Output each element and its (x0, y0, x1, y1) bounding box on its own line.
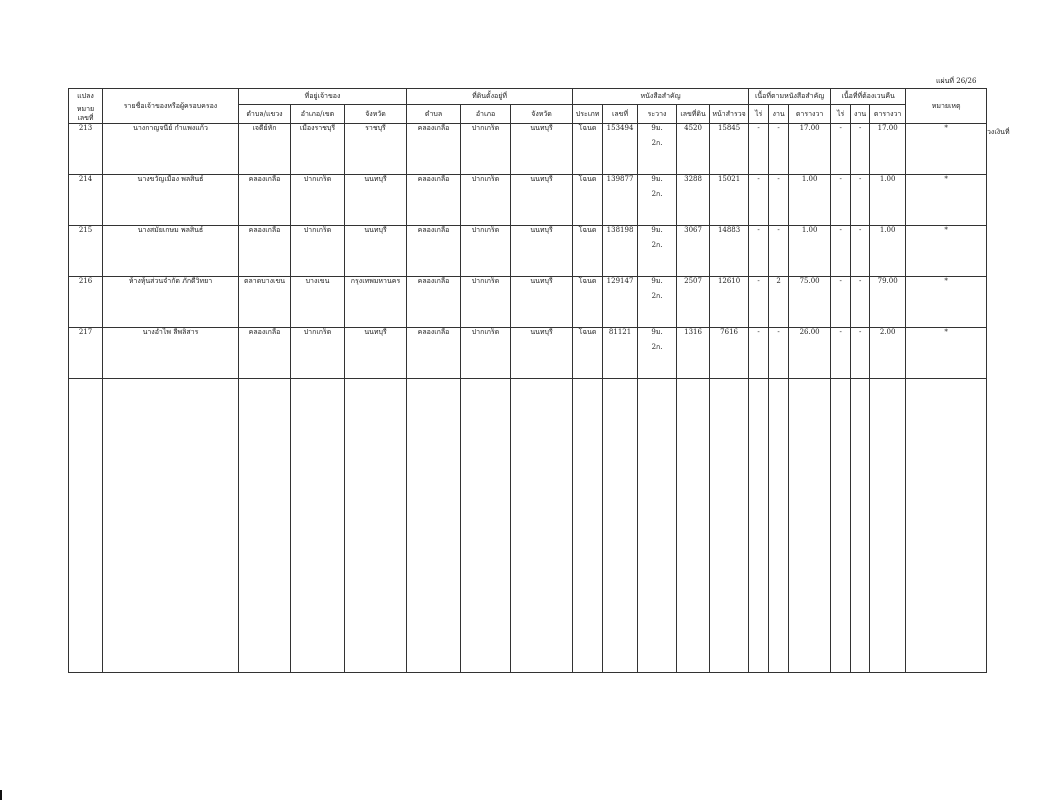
header-deed-group: หนังสือสำคัญ (573, 89, 749, 105)
owner-district: ปากเกร็ด (291, 328, 345, 379)
survey-page: 15021 (710, 175, 749, 226)
deed-number: 138198 (603, 226, 638, 277)
survey-page: 12610 (710, 277, 749, 328)
deed-number: 139877 (603, 175, 638, 226)
owner-district: ปากเกร็ด (291, 175, 345, 226)
empty-cell (906, 379, 987, 673)
land-number: 3288 (677, 175, 710, 226)
expro-ngan: - (851, 175, 870, 226)
location-district: ปากเกร็ด (461, 175, 511, 226)
survey-page: 15845 (710, 124, 749, 175)
header-location-group: ที่ดินตั้งอยู่ที่ (407, 89, 573, 105)
empty-cell (603, 379, 638, 673)
deed-sheet-line2: 2ก. (651, 343, 663, 351)
header-area-ngan: งาน (769, 105, 789, 124)
table-row (69, 226, 987, 277)
owner-name: นางขวัญเมือง พลสินธ์ (103, 175, 239, 226)
deed-number: 129147 (603, 277, 638, 328)
header-deed-sheet: ระวาง (638, 105, 677, 124)
deed-type: โฉนด (573, 328, 603, 379)
location-district: ปากเกร็ด (461, 277, 511, 328)
area-rai: - (749, 226, 769, 277)
empty-filler-row (69, 379, 987, 673)
owner-province: นนทบุรี (345, 328, 407, 379)
expro-wa: 79.00 (870, 277, 906, 328)
owner-subdistrict: ตลาดบางเขน (239, 277, 291, 328)
location-subdistrict: คลองเกลือ (407, 328, 461, 379)
empty-cell (291, 379, 345, 673)
location-province: นนทบุรี (511, 328, 573, 379)
empty-cell (69, 379, 103, 673)
deed-sheet-line1: 9ม. (651, 175, 663, 183)
deed-sheet (638, 175, 677, 226)
owner-subdistrict: คลองเกลือ (239, 328, 291, 379)
location-subdistrict: คลองเกลือ (407, 124, 461, 175)
survey-page: 14883 (710, 226, 749, 277)
expro-ngan: - (851, 226, 870, 277)
header-expro-ngan: งาน (851, 105, 870, 124)
expro-wa: 1.00 (870, 175, 906, 226)
deed-sheet-line2: 2ก. (651, 190, 663, 198)
deed-number: 153494 (603, 124, 638, 175)
header-location-subdistrict: ตำบล (407, 105, 461, 124)
overflow-column-text: วงเงินที่ (987, 128, 1010, 136)
owner-subdistrict: คลองเกลือ (239, 175, 291, 226)
location-province: นนทบุรี (511, 226, 573, 277)
location-subdistrict: คลองเกลือ (407, 277, 461, 328)
scan-edge-mark (0, 790, 2, 800)
area-ngan: - (769, 175, 789, 226)
area-wa: 75.00 (789, 277, 831, 328)
remark: * (906, 277, 987, 328)
header-parcel-sub1: หมาย (76, 104, 95, 113)
header-group-row (69, 89, 987, 105)
empty-cell (461, 379, 511, 673)
deed-sheet-line2: 2ก. (651, 292, 663, 300)
empty-cell (345, 379, 407, 673)
owner-province: กรุงเทพมหานคร (345, 277, 407, 328)
empty-cell (851, 379, 870, 673)
deed-sheet-line1: 9ม. (651, 124, 663, 132)
owner-province: นนทบุรี (345, 226, 407, 277)
owner-province: ราชบุรี (345, 124, 407, 175)
deed-type: โฉนด (573, 277, 603, 328)
area-wa: 1.00 (789, 175, 831, 226)
deed-sheet-line2: 2ก. (651, 241, 663, 249)
empty-cell (769, 379, 789, 673)
parcel-number: 213 (69, 124, 103, 175)
remark: * (906, 328, 987, 379)
remark: * (906, 124, 987, 175)
land-number: 4520 (677, 124, 710, 175)
deed-sheet (638, 328, 677, 379)
deed-number: 81121 (603, 328, 638, 379)
header-address-province: จังหวัด (345, 105, 407, 124)
owner-district: เมืองราชบุรี (291, 124, 345, 175)
header-location-province: จังหวัด (511, 105, 573, 124)
empty-cell (638, 379, 677, 673)
remark: * (906, 175, 987, 226)
owner-subdistrict: คลองเกลือ (239, 226, 291, 277)
expro-ngan: - (851, 277, 870, 328)
header-deed-number: เลขที่ (603, 105, 638, 124)
owner-name: นางกาญจนีย์ กำแพงแก้ว (103, 124, 239, 175)
location-subdistrict: คลองเกลือ (407, 175, 461, 226)
empty-cell (407, 379, 461, 673)
expro-rai: - (831, 226, 851, 277)
header-parcel-sub2: เลขที่ (77, 113, 94, 122)
empty-cell (749, 379, 769, 673)
empty-cell (511, 379, 573, 673)
expro-wa: 17.00 (870, 124, 906, 175)
table-row (69, 175, 987, 226)
empty-cell (710, 379, 749, 673)
owner-district: บางเขน (291, 277, 345, 328)
header-address-district: อำเภอ/เขต (291, 105, 345, 124)
deed-sheet (638, 277, 677, 328)
expro-rai: - (831, 175, 851, 226)
deed-sheet-line1: 9ม. (651, 226, 663, 234)
land-number: 1316 (677, 328, 710, 379)
empty-cell (789, 379, 831, 673)
area-ngan: 2 (769, 277, 789, 328)
parcel-number: 214 (69, 175, 103, 226)
header-deed-type: ประเภท (573, 105, 603, 124)
header-address-group: ที่อยู่เจ้าของ (239, 89, 407, 105)
header-address-subdistrict: ตำบล/แขวง (239, 105, 291, 124)
deed-sheet (638, 226, 677, 277)
expro-wa: 1.00 (870, 226, 906, 277)
location-subdistrict: คลองเกลือ (407, 226, 461, 277)
location-district: ปากเกร็ด (461, 328, 511, 379)
header-remark: หมายเหตุ (906, 89, 987, 124)
area-ngan: - (769, 124, 789, 175)
area-rai: - (749, 124, 769, 175)
owner-name: ห้างหุ้นส่วนจำกัด ภักดีวิทยา (103, 277, 239, 328)
header-expro-wa: ตารางวา (870, 105, 906, 124)
header-parcel-sub (69, 105, 103, 124)
expro-rai: - (831, 277, 851, 328)
deed-sheet-line1: 9ม. (651, 328, 663, 336)
header-parcel: แปลง (69, 89, 103, 105)
empty-cell (870, 379, 906, 673)
location-province: นนทบุรี (511, 124, 573, 175)
deed-sheet (638, 124, 677, 175)
location-district: ปากเกร็ด (461, 124, 511, 175)
parcel-number: 216 (69, 277, 103, 328)
area-ngan: - (769, 328, 789, 379)
table-row (69, 328, 987, 379)
location-district: ปากเกร็ด (461, 226, 511, 277)
owner-province: นนทบุรี (345, 175, 407, 226)
owner-district: ปากเกร็ด (291, 226, 345, 277)
page-number: แผ่นที่ 26/26 (936, 77, 977, 85)
owner-subdistrict: เจดีย์หัก (239, 124, 291, 175)
header-area-rai: ไร่ (749, 105, 769, 124)
header-land-number: เลขที่ดิน (677, 105, 710, 124)
expro-rai: - (831, 328, 851, 379)
area-wa: 26.00 (789, 328, 831, 379)
owner-name: นางสมัยเกษม พลสินธ์ (103, 226, 239, 277)
empty-cell (103, 379, 239, 673)
header-area-group: เนื้อที่ตามหนังสือสำคัญ (749, 89, 831, 105)
deed-sheet-line2: 2ก. (651, 139, 663, 147)
header-area-wa: ตารางวา (789, 105, 831, 124)
location-province: นนทบุรี (511, 277, 573, 328)
area-wa: 1.00 (789, 226, 831, 277)
header-expro-group: เนื้อที่ที่ต้องเวนคืน (831, 89, 906, 105)
empty-cell (239, 379, 291, 673)
area-rai: - (749, 328, 769, 379)
deed-type: โฉนด (573, 175, 603, 226)
deed-type: โฉนด (573, 226, 603, 277)
area-rai: - (749, 277, 769, 328)
header-survey-page: หน้าสำรวจ (710, 105, 749, 124)
expro-ngan: - (851, 124, 870, 175)
deed-type: โฉนด (573, 124, 603, 175)
owner-name: นางอำไพ ลีพลิสาร (103, 328, 239, 379)
expro-rai: - (831, 124, 851, 175)
table-row (69, 124, 987, 175)
area-wa: 17.00 (789, 124, 831, 175)
survey-page: 7616 (710, 328, 749, 379)
land-number: 2507 (677, 277, 710, 328)
empty-cell (573, 379, 603, 673)
area-ngan: - (769, 226, 789, 277)
expro-ngan: - (851, 328, 870, 379)
land-number: 3067 (677, 226, 710, 277)
header-owner: รายชื่อเจ้าของหรือผู้ครอบครอง (103, 89, 239, 124)
expro-wa: 2.00 (870, 328, 906, 379)
table-row (69, 277, 987, 328)
parcel-number: 217 (69, 328, 103, 379)
empty-cell (831, 379, 851, 673)
empty-cell (677, 379, 710, 673)
location-province: นนทบุรี (511, 175, 573, 226)
remark: * (906, 226, 987, 277)
expropriation-table (68, 88, 986, 672)
header-expro-rai: ไร่ (831, 105, 851, 124)
area-rai: - (749, 175, 769, 226)
parcel-number: 215 (69, 226, 103, 277)
deed-sheet-line1: 9ม. (651, 277, 663, 285)
header-location-district: อำเภอ (461, 105, 511, 124)
